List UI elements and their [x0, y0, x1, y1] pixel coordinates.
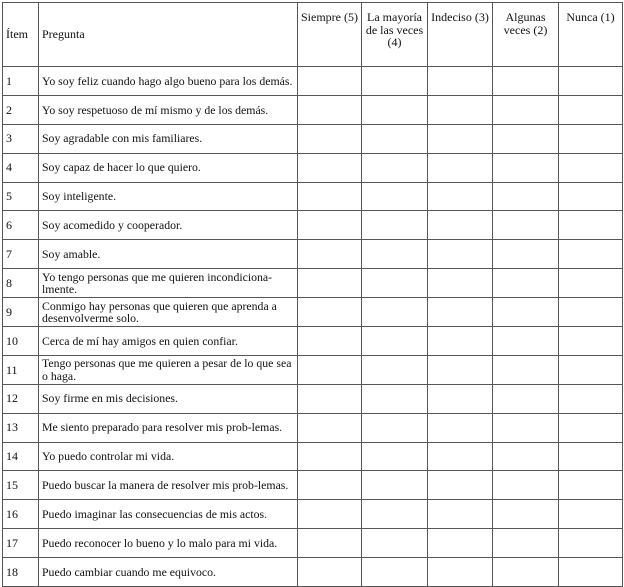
answer-cell-mostly[interactable]	[362, 471, 428, 500]
answer-cell-always[interactable]	[298, 95, 362, 124]
table-row	[3, 558, 623, 587]
question-text: Soy amable.	[39, 240, 298, 269]
answer-cell-always[interactable]	[298, 384, 362, 413]
table-row	[3, 471, 623, 500]
item-number: 12	[3, 384, 39, 413]
item-number: 5	[3, 182, 39, 211]
answer-cell-undecided[interactable]	[428, 240, 493, 269]
answer-cell-never[interactable]	[559, 384, 623, 413]
answer-cell-mostly[interactable]	[362, 500, 428, 529]
question-text: Puedo cambiar cuando me equivoco.	[39, 558, 298, 587]
answer-cell-sometimes[interactable]	[493, 558, 559, 587]
header-sometimes: Algunas veces (2)	[493, 3, 559, 67]
answer-cell-undecided[interactable]	[428, 413, 493, 442]
answer-cell-mostly[interactable]	[362, 558, 428, 587]
answer-cell-sometimes[interactable]	[493, 153, 559, 182]
answer-cell-always[interactable]	[298, 67, 362, 96]
answer-cell-mostly[interactable]	[362, 327, 428, 356]
answer-cell-mostly[interactable]	[362, 67, 428, 96]
table-row	[3, 529, 623, 558]
header-undecided: Indeciso (3)	[428, 3, 493, 67]
answer-cell-always[interactable]	[298, 182, 362, 211]
table-row	[3, 355, 623, 384]
answer-cell-always[interactable]	[298, 211, 362, 240]
answer-cell-sometimes[interactable]	[493, 500, 559, 529]
answer-cell-undecided[interactable]	[428, 269, 493, 298]
answer-cell-undecided[interactable]	[428, 298, 493, 327]
header-mostly: La mayoría de las veces (4)	[362, 3, 428, 67]
answer-cell-sometimes[interactable]	[493, 240, 559, 269]
question-text: Puedo reconocer lo bueno y lo malo para mi vida.	[39, 529, 298, 558]
answer-cell-never[interactable]	[559, 182, 623, 211]
question-text: Tengo personas que me quieren a pesar de lo que sea o haga.	[39, 355, 298, 384]
item-number: 13	[3, 413, 39, 442]
item-number: 18	[3, 558, 39, 587]
answer-cell-undecided[interactable]	[428, 384, 493, 413]
answer-cell-mostly[interactable]	[362, 124, 428, 153]
answer-cell-never[interactable]	[559, 413, 623, 442]
answer-cell-undecided[interactable]	[428, 211, 493, 240]
question-text: Soy inteligente.	[39, 182, 298, 211]
answer-cell-mostly[interactable]	[362, 269, 428, 298]
answer-cell-mostly[interactable]	[362, 211, 428, 240]
item-number: 7	[3, 240, 39, 269]
question-text: Soy agradable con mis familiares.	[39, 124, 298, 153]
item-number: 8	[3, 269, 39, 298]
answer-cell-mostly[interactable]	[362, 413, 428, 442]
answer-cell-undecided[interactable]	[428, 442, 493, 471]
answer-cell-never[interactable]	[559, 95, 623, 124]
table-row	[3, 384, 623, 413]
question-text: Yo tengo personas que me quieren incondiciona-lmente.	[39, 269, 298, 298]
answer-cell-never[interactable]	[559, 529, 623, 558]
answer-cell-undecided[interactable]	[428, 182, 493, 211]
answer-cell-never[interactable]	[559, 240, 623, 269]
table-row	[3, 95, 623, 124]
answer-cell-undecided[interactable]	[428, 124, 493, 153]
answer-cell-sometimes[interactable]	[493, 529, 559, 558]
item-number: 14	[3, 442, 39, 471]
answer-cell-never[interactable]	[559, 211, 623, 240]
answer-cell-mostly[interactable]	[362, 384, 428, 413]
answer-cell-mostly[interactable]	[362, 182, 428, 211]
answer-cell-mostly[interactable]	[362, 442, 428, 471]
table-row	[3, 269, 623, 298]
item-number: 16	[3, 500, 39, 529]
answer-cell-always[interactable]	[298, 471, 362, 500]
answer-cell-always[interactable]	[298, 153, 362, 182]
answer-cell-never[interactable]	[559, 67, 623, 96]
answer-cell-never[interactable]	[559, 269, 623, 298]
table-row	[3, 413, 623, 442]
answer-cell-sometimes[interactable]	[493, 298, 559, 327]
table-row	[3, 153, 623, 182]
answer-cell-sometimes[interactable]	[493, 327, 559, 356]
question-text: Yo soy respetuoso de mí mismo y de los demás.	[39, 95, 298, 124]
answer-cell-undecided[interactable]	[428, 355, 493, 384]
answer-cell-never[interactable]	[559, 327, 623, 356]
table-row	[3, 182, 623, 211]
answer-cell-undecided[interactable]	[428, 95, 493, 124]
question-text: Soy firme en mis decisiones.	[39, 384, 298, 413]
answer-cell-sometimes[interactable]	[493, 211, 559, 240]
answer-cell-undecided[interactable]	[428, 327, 493, 356]
item-number: 6	[3, 211, 39, 240]
answer-cell-sometimes[interactable]	[493, 355, 559, 384]
question-text: Soy capaz de hacer lo que quiero.	[39, 153, 298, 182]
answer-cell-mostly[interactable]	[362, 240, 428, 269]
header-row	[3, 3, 623, 67]
answer-cell-always[interactable]	[298, 500, 362, 529]
answer-cell-always[interactable]	[298, 298, 362, 327]
answer-cell-sometimes[interactable]	[493, 413, 559, 442]
answer-cell-sometimes[interactable]	[493, 269, 559, 298]
questionnaire-table	[2, 2, 623, 587]
answer-cell-always[interactable]	[298, 327, 362, 356]
header-never: Nunca (1)	[559, 3, 623, 67]
item-number: 3	[3, 124, 39, 153]
answer-cell-undecided[interactable]	[428, 67, 493, 96]
answer-cell-always[interactable]	[298, 442, 362, 471]
item-number: 1	[3, 67, 39, 96]
item-number: 10	[3, 327, 39, 356]
answer-cell-undecided[interactable]	[428, 558, 493, 587]
question-text: Yo soy feliz cuando hago algo bueno para los demás.	[39, 67, 298, 96]
answer-cell-mostly[interactable]	[362, 529, 428, 558]
answer-cell-never[interactable]	[559, 471, 623, 500]
answer-cell-sometimes[interactable]	[493, 471, 559, 500]
answer-cell-sometimes[interactable]	[493, 384, 559, 413]
header-always: Siempre (5)	[298, 3, 362, 67]
question-text: Puedo buscar la manera de resolver mis prob-lemas.	[39, 471, 298, 500]
question-text: Cerca de mí hay amigos en quien confiar.	[39, 327, 298, 356]
table-row	[3, 298, 623, 327]
item-number: 4	[3, 153, 39, 182]
item-number: 17	[3, 529, 39, 558]
answer-cell-mostly[interactable]	[362, 355, 428, 384]
question-text: Soy acomedido y cooperador.	[39, 211, 298, 240]
question-text: Conmigo hay personas que quieren que aprenda a desenvolverme solo.	[39, 298, 298, 327]
answer-cell-never[interactable]	[559, 442, 623, 471]
header-item: Ítem	[3, 3, 39, 67]
table-row	[3, 240, 623, 269]
answer-cell-always[interactable]	[298, 240, 362, 269]
answer-cell-always[interactable]	[298, 269, 362, 298]
answer-cell-sometimes[interactable]	[493, 182, 559, 211]
answer-cell-sometimes[interactable]	[493, 442, 559, 471]
item-number: 11	[3, 355, 39, 384]
answer-cell-never[interactable]	[559, 355, 623, 384]
answer-cell-never[interactable]	[559, 500, 623, 529]
answer-cell-undecided[interactable]	[428, 153, 493, 182]
table-row	[3, 327, 623, 356]
answer-cell-undecided[interactable]	[428, 471, 493, 500]
table-row	[3, 124, 623, 153]
answer-cell-always[interactable]	[298, 124, 362, 153]
item-number: 9	[3, 298, 39, 327]
header-question: Pregunta	[39, 3, 298, 67]
question-text: Me siento preparado para resolver mis prob-lemas.	[39, 413, 298, 442]
answer-cell-mostly[interactable]	[362, 153, 428, 182]
answer-cell-sometimes[interactable]	[493, 67, 559, 96]
answer-cell-undecided[interactable]	[428, 500, 493, 529]
question-text: Yo puedo controlar mi vida.	[39, 442, 298, 471]
item-number: 15	[3, 471, 39, 500]
answer-cell-sometimes[interactable]	[493, 95, 559, 124]
answer-cell-never[interactable]	[559, 298, 623, 327]
answer-cell-undecided[interactable]	[428, 529, 493, 558]
question-text: Puedo imaginar las consecuencias de mis actos.	[39, 500, 298, 529]
table-row	[3, 211, 623, 240]
answer-cell-always[interactable]	[298, 413, 362, 442]
answer-cell-sometimes[interactable]	[493, 124, 559, 153]
answer-cell-never[interactable]	[559, 558, 623, 587]
answer-cell-always[interactable]	[298, 558, 362, 587]
table-row	[3, 500, 623, 529]
answer-cell-always[interactable]	[298, 529, 362, 558]
answer-cell-never[interactable]	[559, 153, 623, 182]
answer-cell-mostly[interactable]	[362, 95, 428, 124]
answer-cell-always[interactable]	[298, 355, 362, 384]
item-number: 2	[3, 95, 39, 124]
table-row	[3, 67, 623, 96]
table-row	[3, 442, 623, 471]
answer-cell-mostly[interactable]	[362, 298, 428, 327]
answer-cell-never[interactable]	[559, 124, 623, 153]
